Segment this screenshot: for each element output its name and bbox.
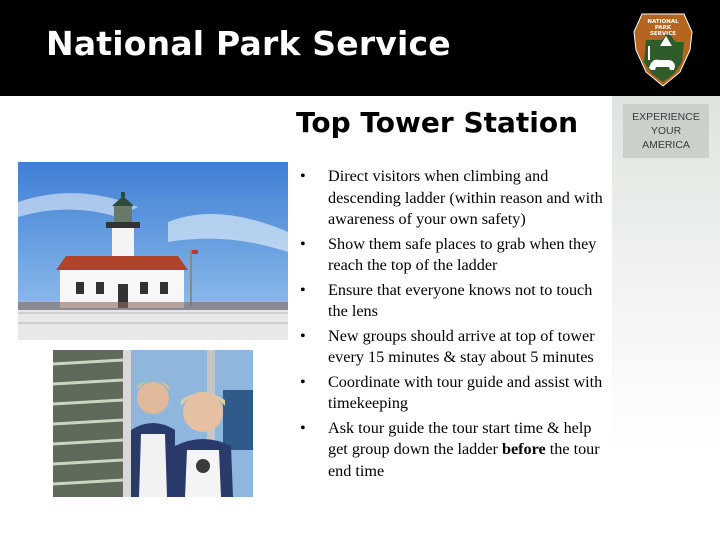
bullet-text-after: the tour end time [328, 440, 600, 480]
logo-text-line-1: NATIONAL [647, 19, 679, 25]
slide-title: Top Tower Station [296, 106, 579, 139]
bullet-glyph: • [300, 326, 306, 345]
bullet-glyph: • [300, 418, 306, 437]
bullet-text: Ensure that everyone knows not to touch the lens [328, 280, 593, 320]
nps-arrowhead-logo-icon [632, 10, 694, 88]
bullet-glyph: • [300, 167, 306, 185]
bullet-item [298, 326, 610, 369]
bullet-item [298, 166, 610, 231]
bullet-text: Coordinate with tour guide and assist with timekeeping [328, 372, 603, 412]
bullet-glyph: • [300, 372, 306, 391]
bullet-text-before: Ask tour guide the tour start time & help get group down the ladder [328, 418, 592, 458]
header-bar [0, 0, 720, 96]
logo-text-line-2: PARK [654, 25, 672, 31]
bullet-text: New groups should arrive at top of tower every 15 minutes & stay about 5 minutes [328, 326, 595, 366]
bullet-glyph: • [300, 234, 306, 253]
bullet-bold-word: before [501, 440, 546, 458]
bullet-item [298, 280, 610, 323]
bullet-text: Show them safe places to grab when they reach the top of the ladder [328, 234, 597, 274]
badge-line-3: AMERICA [642, 139, 690, 151]
volunteers-at-lens-photo [53, 350, 253, 497]
right-gradient-panel [612, 96, 720, 540]
badge-line-2: YOUR [650, 125, 682, 137]
logo-text-line-3: SERVICE [649, 31, 677, 37]
experience-your-america-badge [623, 104, 709, 158]
bullet-item [298, 234, 610, 277]
bullet-list [298, 166, 610, 485]
bullet-item [298, 372, 610, 415]
header-title: National Park Service [46, 24, 451, 63]
badge-line-1: EXPERIENCE [632, 111, 700, 123]
bullet-glyph: • [300, 280, 306, 299]
bullet-text: Direct visitors when climbing and descending ladder (within reason and with awareness of your own safety) [328, 167, 603, 228]
lighthouse-photo [18, 162, 288, 340]
bullet-item [298, 418, 610, 483]
